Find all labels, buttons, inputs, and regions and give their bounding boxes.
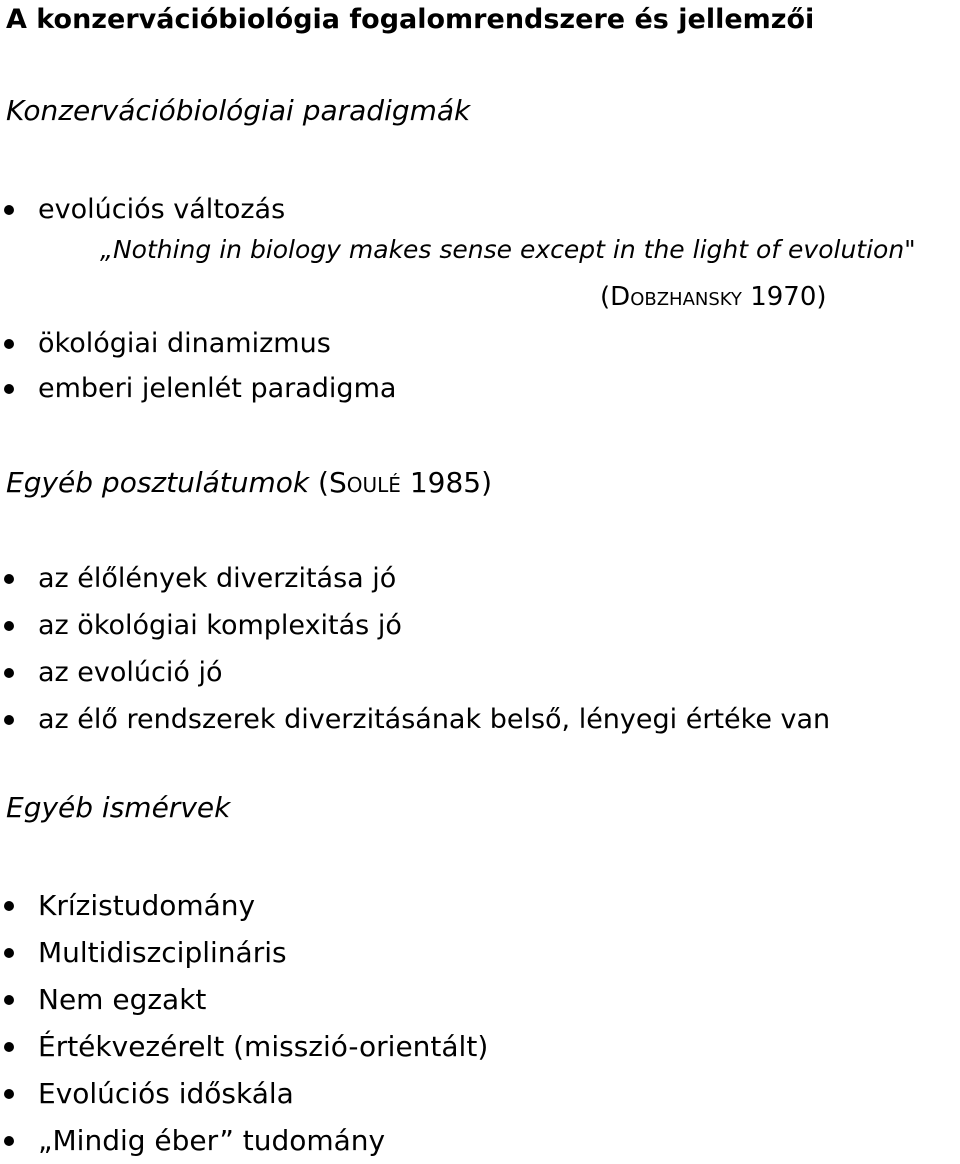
section-heading-postulates: [6, 464, 492, 502]
list-item-text: „Mindig éber” tudomány: [38, 1124, 386, 1157]
quote-dobzhansky: „Nothing in biology makes sense except in the light of evolution": [100, 235, 916, 264]
paradigm-list: [0, 187, 285, 232]
list-item: [0, 187, 285, 232]
postulates-list: [0, 555, 830, 743]
citation-year: 1985): [400, 466, 493, 499]
citation-open: (: [309, 466, 329, 499]
bullet-icon: [4, 715, 14, 725]
section-heading-paradigms: Konzervációbiológiai paradigmák: [6, 94, 471, 127]
citation-author-rest: obzhansky: [630, 282, 742, 312]
citation-author-initial: D: [610, 282, 631, 312]
bullet-icon: [4, 1136, 14, 1146]
paradigm-list-continued: [0, 321, 396, 411]
page-title: A konzervációbiológia fogalomrendszere és jellemzői: [6, 4, 815, 35]
list-item-text: Krízistudomány: [38, 889, 256, 922]
citation-dobzhansky: [600, 276, 827, 318]
bullet-icon: [4, 205, 14, 215]
bullet-icon: [4, 901, 14, 911]
citation-open: (: [600, 282, 611, 312]
bullet-icon: [4, 384, 14, 394]
list-item-text: az evolúció jó: [38, 657, 223, 688]
bullet-icon: [4, 621, 14, 631]
list-item-text: Értékvezérelt (misszió-orientált): [38, 1030, 489, 1063]
bullet-icon: [4, 948, 14, 958]
citation-author-rest: oulé: [346, 466, 401, 499]
list-item: [0, 882, 488, 929]
list-item: [0, 366, 396, 411]
list-item: [0, 976, 488, 1023]
list-item-text: ökológiai dinamizmus: [38, 328, 331, 359]
list-item-text: emberi jelenlét paradigma: [38, 373, 397, 404]
list-item: [0, 649, 830, 696]
citation-soule: [309, 466, 492, 499]
postulates-heading-text: Egyéb posztulátumok: [6, 466, 310, 499]
list-item: [0, 1070, 488, 1117]
list-item-text: az élőlények diverzitása jó: [38, 563, 397, 594]
bullet-icon: [4, 1089, 14, 1099]
list-item-text: Evolúciós időskála: [38, 1077, 294, 1110]
bullet-icon: [4, 574, 14, 584]
bullet-icon: [4, 668, 14, 678]
list-item: [0, 929, 488, 976]
list-item-text: Nem egzakt: [38, 983, 207, 1016]
list-item: [0, 321, 396, 366]
list-item-text: az élő rendszerek diverzitásának belső, lényegi értéke van: [38, 704, 831, 735]
list-item: [0, 602, 830, 649]
list-item: [0, 555, 830, 602]
bullet-icon: [4, 995, 14, 1005]
list-item: [0, 1117, 488, 1164]
citation-author-initial: S: [328, 466, 347, 499]
bullet-icon: [4, 1042, 14, 1052]
citation-year: 1970): [741, 282, 827, 312]
section-heading-criteria: Egyéb ismérvek: [6, 791, 231, 824]
criteria-list: [0, 882, 488, 1164]
list-item-text: evolúciós változás: [38, 194, 286, 225]
bullet-icon: [4, 339, 14, 349]
list-item-text: az ökológiai komplexitás jó: [38, 610, 402, 641]
list-item-text: Multidiszciplináris: [38, 936, 287, 969]
list-item: [0, 696, 830, 743]
list-item: [0, 1023, 488, 1070]
